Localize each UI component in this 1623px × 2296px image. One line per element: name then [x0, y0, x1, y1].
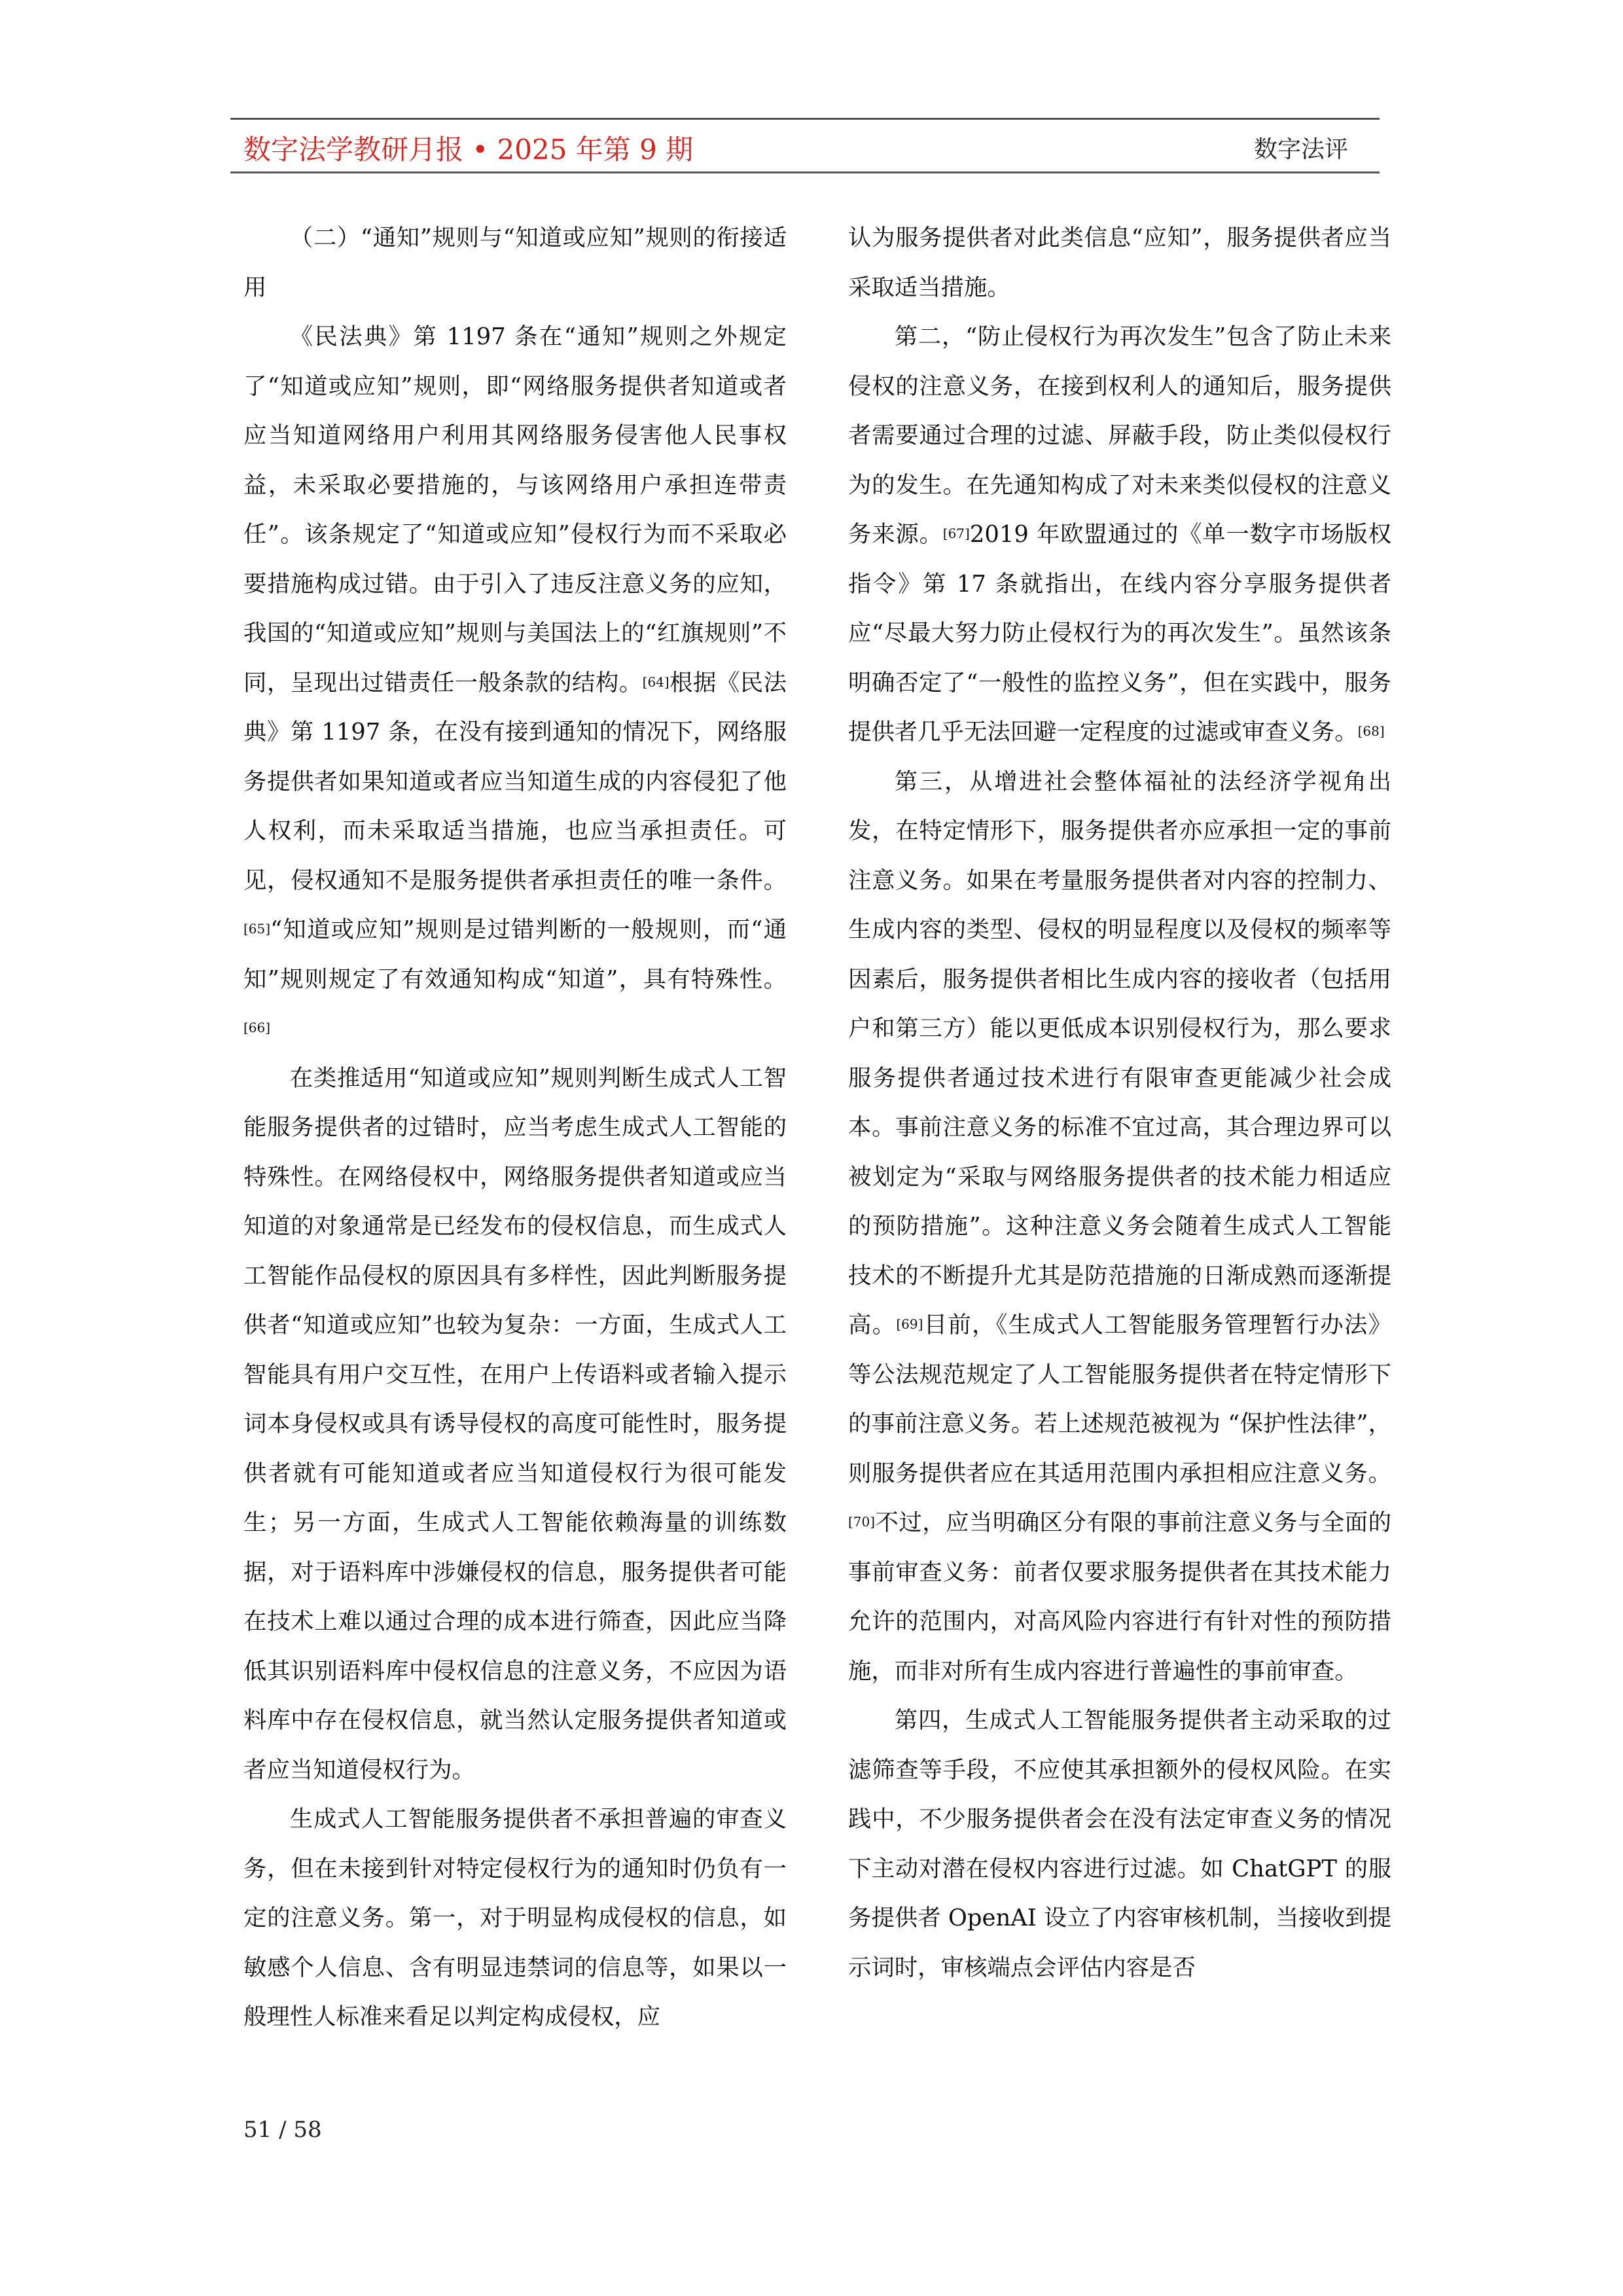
- header-top-rule: [230, 118, 1380, 120]
- journal-title: 数字法学教研月报 • 2025 年第 9 期: [243, 134, 694, 166]
- footnote-ref: [67]: [942, 526, 970, 541]
- paragraph: 生成式人工智能服务提供者不承担普遍的审查义务，但在未接到针对特定侵权行为的通知时仍负有一定的注意义务。第一，对于明显构成侵权的信息，如敏感个人信息、含有明显违禁词的信息等，如果以一般理性人标准来看足以判定构成侵权，应: [243, 1806, 787, 2030]
- page-number: 51 / 58: [243, 2117, 322, 2143]
- paragraph: 第二，“防止侵权行为再次发生”包含了防止未来侵权的注意义务，在接到权利人的通知后，服务提供者需要通过合理的过滤、屏蔽手段，防止类似侵权行为的发生。在先通知构成了对未来类似侵权的注意义务来源。[67]2019 年欧盟通过的《单一数字市场版权指令》第 17 条就指出，在线内容分享服务提供者应“尽最大努力防止侵权行为的再次发生”。虽然该条明确否定了“一般性的监控义务”，但在实践中，服务提供者几乎无法回避一定程度的过滤或审查义务。[68]: [848, 323, 1391, 745]
- paragraph: 在类推适用“知道或应知”规则判断生成式人工智能服务提供者的过错时，应当考虑生成式人工智能的特殊性。在网络侵权中，网络服务提供者知道或应当知道的对象通常是已经发布的侵权信息，而生成式人工智能作品侵权的原因具有多样性，因此判断服务提供者“知道或应知”也较为复杂：一方面，生成式人工智能具有用户交互性，在用户上传语料或者输入提示词本身侵权或具有诱导侵权的高度可能性时，服务提供者就有可能知道或者应当知道侵权行为很可能发生；另一方面，生成式人工智能依赖海量的训练数据，对于语料库中涉嫌侵权的信息，服务提供者可能在技术上难以通过合理的成本进行筛查，因此应当降低其识别语料库中侵权信息的注意义务，不应因为语料库中存在侵权信息，就当然认定服务提供者知道或者应当知道侵权行为。: [243, 1064, 787, 1784]
- section-title: 数字法评: [1253, 136, 1348, 163]
- paragraph-continued: 认为服务提供者对此类信息“应知”，服务提供者应当采取适当措施。: [848, 224, 1391, 301]
- footnote-ref: [64]: [642, 673, 669, 690]
- footnote-ref: [65]: [243, 921, 271, 937]
- paragraph: 《民法典》第 1197 条在“通知”规则之外规定了“知道或应知”规则，即“网络服务提供者知道或者应当知道网络用户利用其网络服务侵害他人民事权益，未采取必要措施的，与该网络用户承担连带责任”。该条规定了“知道或应知”侵权行为而不采取必要措施构成过错。由于引入了违反注意义务的应知，我国的“知道或应知”规则与美国法上的“红旗规则”不同，呈现出过错责任一般条款的结构。[64]根据《民法典》第 1197 条，在没有接到通知的情况下，网络服务提供者如果知道或者应当知道生成的内容侵犯了他人权利，而未采取适当措施，也应当承担责任。可见，侵权通知不是服务提供者承担责任的唯一条件。[65]“知道或应知”规则是过错判断的一般规则，而“通知”规则规定了有效通知构成“知道”，具有特殊性。[66]: [243, 323, 787, 1035]
- subsection-heading: （二）“通知”规则与“知道或应知”规则的衔接适用: [243, 224, 787, 301]
- left-column: [243, 213, 787, 2042]
- header-bottom-rule: [230, 171, 1380, 173]
- right-column: [848, 213, 1391, 1992]
- paragraph: 第四，生成式人工智能服务提供者主动采取的过滤筛查等手段，不应使其承担额外的侵权风险。在实践中，不少服务提供者会在没有法定审查义务的情况下主动对潜在侵权内容进行过滤。如 ChatGPT 的服务提供者 OpenAI 设立了内容审核机制，当接收到提示词时，审核端点会评估内容是否: [848, 1707, 1391, 1981]
- footnote-ref: [69]: [896, 1316, 923, 1332]
- footnote-ref: [70]: [848, 1514, 876, 1530]
- paragraph: 第三，从增进社会整体福祉的法经济学视角出发，在特定情形下，服务提供者亦应承担一定的事前注意义务。如果在考量服务提供者对内容的控制力、生成内容的类型、侵权的明显程度以及侵权的频率等因素后，服务提供者相比生成内容的接收者（包括用户和第三方）能以更低成本识别侵权行为，那么要求服务提供者通过技术进行有限审查更能减少社会成本。事前注意义务的标准不宜过高，其合理边界可以被划定为“采取与网络服务提供者的技术能力相适应的预防措施”。这种注意义务会随着生成式人工智能技术的不断提升尤其是防范措施的日渐成熟而逐渐提高。[69]目前，《生成式人工智能服务管理暂行办法》等公法规范规定了人工智能服务提供者在特定情形下的事前注意义务。若上述规范被视为 “保护性法律”，则服务提供者应在其适用范围内承担相应注意义务。[70]不过，应当明确区分有限的事前注意义务与全面的事前审查义务：前者仅要求服务提供者在其技术能力允许的范围内，对高风险内容进行有针对性的预防措施，而非对所有生成内容进行普遍性的事前审查。: [848, 768, 1392, 1685]
- footnote-ref: [68]: [1357, 723, 1385, 739]
- footnote-ref: [66]: [243, 1020, 271, 1035]
